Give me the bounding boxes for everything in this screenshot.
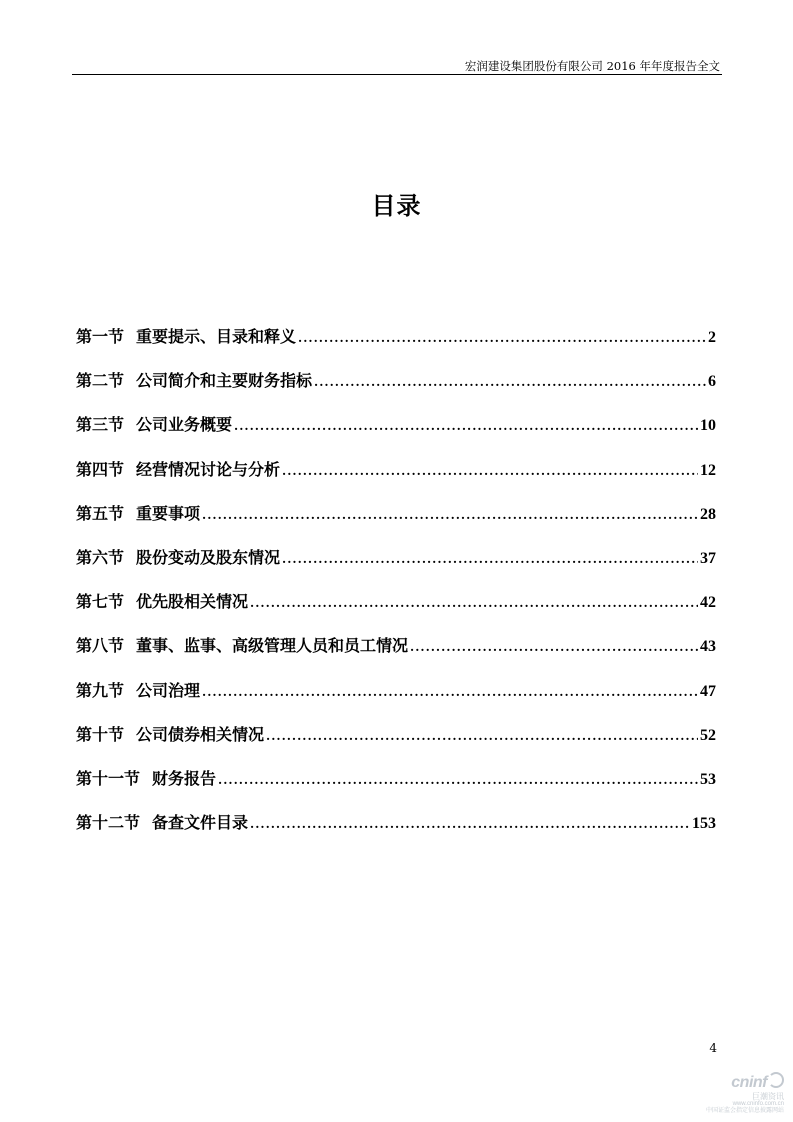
watermark-url: www.cninfo.com.cn — [732, 1101, 784, 1107]
toc-dot-leader — [218, 773, 698, 787]
toc-entry[interactable] — [76, 368, 716, 412]
header-rule — [72, 74, 722, 75]
toc-page-number: 12 — [700, 461, 716, 479]
toc-section-title: 股份变动及股东情况 — [136, 547, 281, 567]
watermark-name: 巨潮资讯 — [752, 1092, 784, 1101]
toc-page-number: 28 — [700, 505, 716, 523]
toc-section-number: 第十一节 — [76, 768, 141, 788]
toc-dot-leader — [282, 552, 698, 566]
watermark-org: 中国证监会指定信息披露网站 — [705, 1108, 784, 1114]
toc-list — [76, 324, 716, 854]
toc-section-number: 第三节 — [76, 415, 125, 435]
toc-page-number: 37 — [700, 549, 716, 567]
toc-entry[interactable] — [76, 766, 716, 810]
toc-entry[interactable] — [76, 810, 716, 854]
toc-section-title: 优先股相关情况 — [136, 592, 249, 612]
toc-page-number: 6 — [708, 373, 716, 391]
toc-section-number: 第九节 — [76, 680, 125, 700]
toc-entry[interactable] — [76, 324, 716, 368]
toc-entry[interactable] — [76, 678, 716, 722]
document-header: 宏润建设集团股份有限公司 2016 年年度报告全文 — [464, 59, 720, 73]
toc-section-title: 财务报告 — [152, 768, 217, 788]
toc-section-title: 公司债券相关情况 — [136, 724, 265, 744]
toc-entry[interactable] — [76, 633, 716, 677]
toc-entry[interactable] — [76, 545, 716, 589]
cninfo-logo: cninf — [700, 1072, 784, 1092]
toc-entry[interactable] — [76, 457, 716, 501]
toc-section-title: 公司业务概要 — [136, 415, 233, 435]
toc-dot-leader — [266, 729, 698, 743]
toc-entry[interactable] — [76, 722, 716, 766]
toc-dot-leader — [202, 508, 698, 522]
toc-dot-leader — [314, 375, 706, 389]
toc-dot-leader — [410, 640, 698, 654]
toc-page-number: 10 — [700, 417, 716, 435]
toc-title: 目录 — [371, 191, 422, 220]
toc-page-number: 53 — [700, 770, 716, 788]
toc-section-title: 重要事项 — [136, 503, 201, 523]
toc-section-number: 第十节 — [76, 724, 125, 744]
toc-dot-leader — [298, 331, 706, 345]
page-number: 4 — [709, 1041, 717, 1055]
toc-dot-leader — [250, 596, 698, 610]
toc-page-number: 2 — [708, 329, 716, 346]
toc-section-title: 公司治理 — [136, 680, 201, 700]
toc-entry[interactable] — [76, 589, 716, 633]
cninfo-watermark — [700, 1072, 784, 1115]
toc-page-number: 43 — [700, 638, 716, 656]
toc-page-number: 52 — [700, 726, 716, 744]
toc-section-number: 第一节 — [76, 327, 125, 346]
cninfo-swirl-icon — [768, 1072, 784, 1088]
toc-dot-leader — [202, 685, 698, 699]
toc-dot-leader — [234, 419, 698, 433]
toc-section-number: 第六节 — [76, 547, 125, 567]
toc-page-number: 153 — [692, 815, 716, 833]
toc-section-title: 备查文件目录 — [152, 813, 249, 833]
toc-page-number: 42 — [700, 594, 716, 612]
toc-section-number: 第十二节 — [76, 813, 141, 833]
toc-section-number: 第二节 — [76, 371, 125, 391]
toc-dot-leader — [282, 464, 698, 478]
toc-page-number: 47 — [700, 682, 716, 700]
toc-section-number: 第五节 — [76, 503, 125, 523]
toc-section-title: 重要提示、目录和释义 — [136, 327, 297, 346]
toc-dot-leader — [250, 817, 690, 831]
toc-entry[interactable] — [76, 412, 716, 456]
toc-section-number: 第七节 — [76, 592, 125, 612]
toc-section-number: 第四节 — [76, 459, 125, 479]
toc-section-number: 第八节 — [76, 636, 125, 656]
toc-entry[interactable] — [76, 501, 716, 545]
toc-section-title: 董事、监事、高级管理人员和员工情况 — [136, 636, 409, 656]
toc-section-title: 经营情况讨论与分析 — [136, 459, 281, 479]
toc-section-title: 公司简介和主要财务指标 — [136, 371, 313, 391]
